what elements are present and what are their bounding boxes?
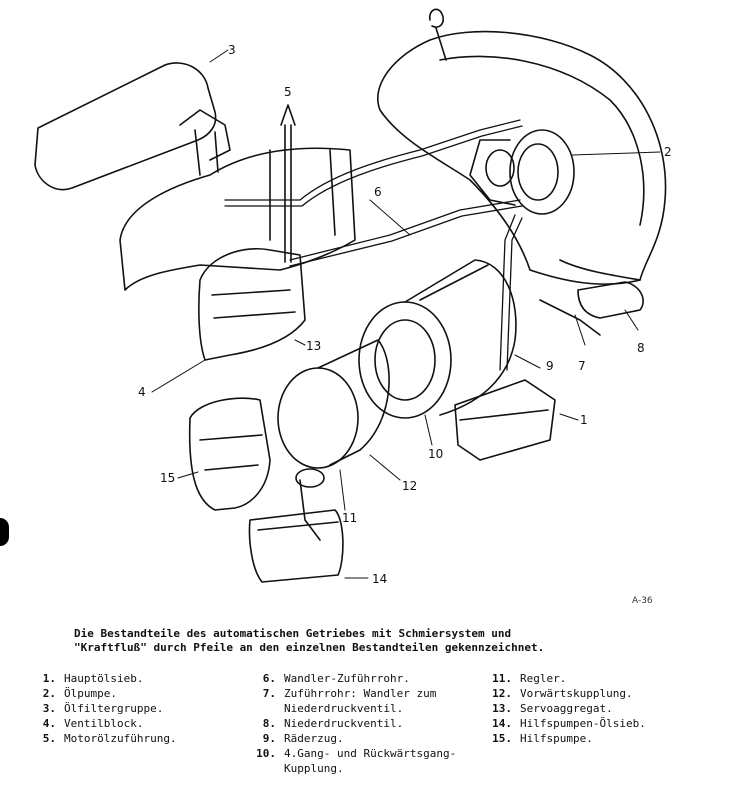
legend-item [490, 701, 646, 716]
legend-column-2 [254, 671, 456, 776]
low-pressure-valve [540, 282, 643, 335]
legend-number: 9. [262, 732, 276, 745]
legend-column-3 [490, 671, 646, 746]
legend-number: 2. [42, 687, 56, 700]
auxiliary-pump [190, 398, 270, 510]
oil-filter-group [35, 63, 230, 190]
motor-oil-feed [281, 105, 295, 262]
legend-item [34, 686, 177, 701]
legend-number: 6. [262, 672, 276, 685]
legend-text: Servoaggregat. [520, 702, 613, 715]
legend-item [490, 671, 646, 686]
converter-housing [378, 9, 666, 284]
callout-3: 3 [228, 43, 236, 57]
callout-2: 2 [664, 145, 672, 159]
auxiliary-strainer [250, 510, 343, 582]
legend-text: Ventilblock. [64, 717, 144, 730]
legend-number: 3. [42, 702, 56, 715]
callout-6: 6 [374, 185, 382, 199]
legend-number: 1. [42, 672, 56, 685]
callout-4: 4 [138, 385, 146, 399]
governor [296, 469, 324, 540]
legend-text: Motorölzuführung. [64, 732, 177, 745]
legend-text: 4.Gang- und Rückwärtsgang- Kupplung. [284, 747, 457, 775]
legend-number: 13. [492, 702, 512, 715]
legend-text: Regler. [520, 672, 567, 685]
legend-text: Zuführrohr: Wandler zum Niederdruckventil. [284, 687, 437, 715]
legend-item [34, 731, 177, 746]
legend-number: 14. [492, 717, 512, 730]
legend-number: 4. [42, 717, 56, 730]
callout-1: 1 [580, 413, 588, 427]
legend-text: Vorwärtskupplung. [520, 687, 633, 700]
fourth-reverse-clutch [359, 260, 516, 418]
legend-item [254, 716, 456, 731]
legend-item [490, 686, 646, 701]
callout-11: 11 [342, 511, 358, 525]
callout-5: 5 [284, 85, 292, 99]
legend-item [490, 716, 646, 731]
legend-item [34, 671, 177, 686]
figure-reference-mark: A-36 [632, 596, 653, 606]
callout-10: 10 [428, 447, 444, 461]
callout-12: 12 [402, 479, 418, 493]
legend-text: Wandler-Zuführrohr. [284, 672, 410, 685]
legend-text: Hauptölsieb. [64, 672, 144, 685]
figure-caption: Die Bestandteile des automatischen Getriebes mit Schmiersystem und "Kraftfluß" durch Pfeile an den einzelnen Bestandteilen gekennzeichnet. [74, 627, 545, 654]
legend-text: Hilfspumpe. [520, 732, 593, 745]
callout-15: 15 [160, 471, 176, 485]
gearbox-body [120, 148, 355, 290]
legend-number: 7. [262, 687, 276, 700]
legend-item [254, 686, 456, 716]
legend-item [254, 731, 456, 746]
callout-7: 7 [578, 359, 586, 373]
legend-number: 12. [492, 687, 512, 700]
callout-13: 13 [306, 339, 322, 353]
legend-number: 11. [492, 672, 512, 685]
forward-clutch [278, 340, 389, 468]
legend-text: Hilfspumpen-Ölsieb. [520, 717, 646, 730]
legend-item [34, 716, 177, 731]
leader-lines [152, 50, 660, 578]
callout-9: 9 [546, 359, 554, 373]
legend-number: 15. [492, 732, 512, 745]
legend-text: Räderzug. [284, 732, 344, 745]
legend-item [490, 731, 646, 746]
legend-item [254, 671, 456, 686]
legend-number: 8. [262, 717, 276, 730]
legend-number: 10. [256, 747, 276, 760]
legend-item [34, 701, 177, 716]
legend-number: 5. [42, 732, 56, 745]
callout-8: 8 [637, 341, 645, 355]
legend-text: Ölpumpe. [64, 687, 117, 700]
oil-pump [470, 130, 574, 214]
legend-column-1 [34, 671, 177, 746]
legend-item [254, 746, 456, 776]
callout-14: 14 [372, 572, 388, 586]
main-oil-strainer [455, 380, 555, 460]
legend-text: Niederdruckventil. [284, 717, 404, 730]
legend-text: Ölfiltergruppe. [64, 702, 164, 715]
